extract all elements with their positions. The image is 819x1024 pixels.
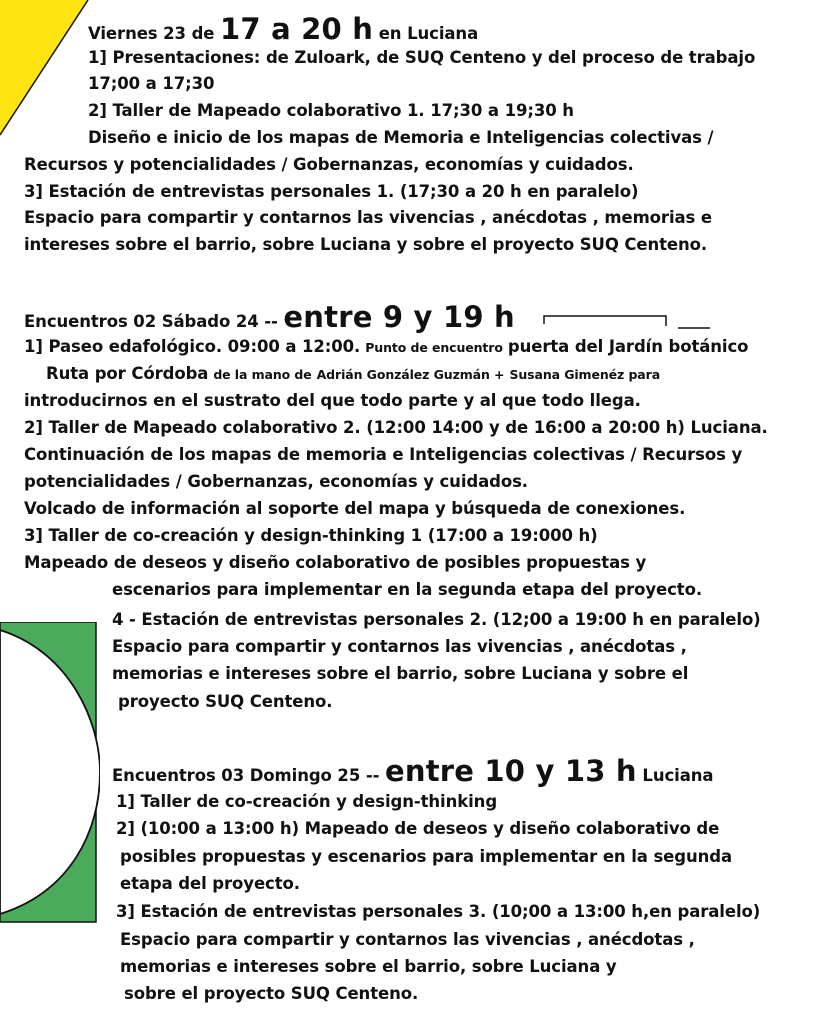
friday-line: Diseño e inicio de los mapas de Memoria e Inteligencias colectivas / [88, 128, 714, 147]
sunday-heading [112, 754, 713, 793]
friday-line: Recursos y potencialidades / Gobernanzas, economías y cuidados. [24, 155, 634, 174]
saturday-line: 2] Taller de Mapeado colaborativo 2. (12:00 14:00 y de 16:00 a 20:00 h) Luciana. [24, 418, 768, 437]
saturday-time: entre 9 y 19 h [283, 300, 515, 334]
saturday-line-2 [46, 362, 660, 387]
sunday-day: Encuentros 03 Domingo 25 -- [112, 766, 385, 785]
bracket-line [540, 312, 720, 332]
saturday-line: Continuación de los mapas de memoria e Inteligencias colectivas / Recursos y [24, 445, 743, 464]
friday-line: intereses sobre el barrio, sobre Luciana y sobre el proyecto SUQ Centeno. [24, 235, 708, 254]
saturday-line: 3] Taller de co-creación y design-thinking 1 (17:00 a 19:000 h) [24, 526, 598, 545]
saturday-line: Espacio para compartir y contarnos las vivencias , anécdotas , [112, 637, 687, 656]
green-shape [0, 622, 100, 924]
sunday-line: posibles propuestas y escenarios para implementar en la segunda [120, 847, 733, 866]
friday-time: 17 a 20 h [220, 12, 374, 46]
sunday-line: 1] Taller de co-creación y design-thinking [116, 792, 498, 811]
saturday-line: potencialidades / Gobernanzas, economías y cuidados. [24, 472, 528, 491]
saturday-heading [24, 300, 515, 339]
friday-line: 3] Estación de entrevistas personales 1. (17;30 a 20 h en paralelo) [24, 182, 639, 201]
saturday-line: Volcado de información al soporte del mapa y búsqueda de conexiones. [24, 499, 686, 518]
walk-title: 1] Paseo edafológico. 09:00 a 12:00. [24, 337, 361, 356]
sunday-line: etapa del proyecto. [120, 874, 300, 893]
meeting-point: puerta del Jardín botánico [507, 337, 749, 356]
guide-2: Susana Gimenéz para [509, 367, 661, 382]
route-by: de la mano de [213, 367, 312, 382]
friday-day: Viernes 23 de [88, 24, 221, 43]
meeting-point-label: Punto de encuentro [365, 340, 503, 355]
friday-line: 1] Presentaciones: de Zuloark, de SUQ Centeno y del proceso de trabajo [88, 48, 756, 67]
guide-1: Adrián González Guzmán + [316, 367, 505, 382]
friday-place: en Luciana [373, 24, 479, 43]
sunday-place: Luciana [636, 766, 714, 785]
route-name: Ruta por Córdoba [46, 364, 209, 383]
saturday-line: 4 - Estación de entrevistas personales 2. (12;00 a 19:00 h en paralelo) [112, 610, 761, 629]
saturday-line: memorias e intereses sobre el barrio, sobre Luciana y sobre el [112, 664, 689, 683]
sunday-line: Espacio para compartir y contarnos las vivencias , anécdotas , [120, 930, 695, 949]
saturday-line: escenarios para implementar en la segunda etapa del proyecto. [112, 580, 702, 599]
saturday-line: Mapeado de deseos y diseño colaborativo de posibles propuestas y [24, 553, 647, 572]
friday-line: 17;00 a 17;30 [88, 74, 215, 93]
saturday-line-1 [24, 335, 748, 360]
sunday-line: 3] Estación de entrevistas personales 3. (10;00 a 13:00 h,en paralelo) [116, 902, 761, 921]
sunday-line: sobre el proyecto SUQ Centeno. [124, 984, 419, 1003]
saturday-line: proyecto SUQ Centeno. [118, 692, 333, 711]
saturday-day: Encuentros 02 Sábado 24 -- [24, 312, 284, 331]
sunday-line: 2] (10:00 a 13:00 h) Mapeado de deseos y diseño colaborativo de [116, 819, 720, 838]
sunday-time: entre 10 y 13 h [384, 754, 637, 788]
sunday-line: memorias e intereses sobre el barrio, sobre Luciana y [120, 957, 617, 976]
yellow-triangle [0, 0, 90, 140]
friday-line: Espacio para compartir y contarnos las vivencias , anécdotas , memorias e [24, 208, 713, 227]
saturday-line: introducirnos en el sustrato del que todo parte y al que todo llega. [24, 391, 641, 410]
friday-line: 2] Taller de Mapeado colaborativo 1. 17;30 a 19;30 h [88, 101, 574, 120]
